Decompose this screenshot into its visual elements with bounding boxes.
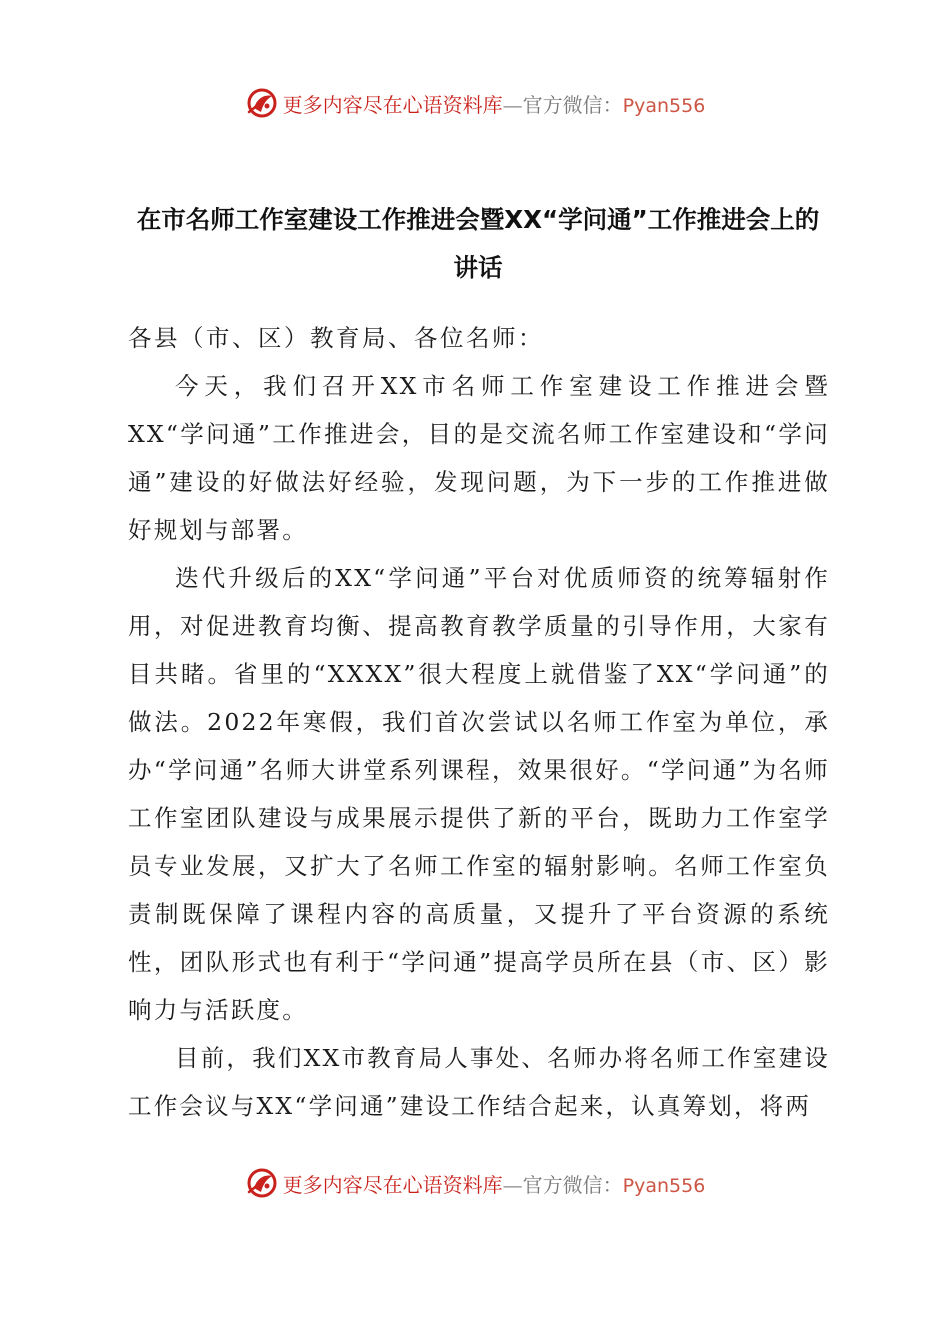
logo-icon (245, 86, 279, 120)
banner-official-label: 官方微信： (522, 1172, 623, 1197)
banner-wechat-id: Pyan556 (622, 1174, 706, 1197)
paragraph-2: 迭代升级后的XX“学问通”平台对优质师资的统筹辐射作用，对促进教育均衡、提高教育教学质量的引导作用，大家有目共睹。省里的“XXXX”很大程度上就借鉴了XX“学问通”的做法。2022年寒假，我们首次尝试以名师工作室为单位，承办“学问通”名师大讲堂系列课程，效果很好。“学问通”为名师工作室团队建设与成果展示提供了新的平台，既助力工作室学员专业发展，又扩大了名师工作室的辐射影响。名师工作室负责制既保障了课程内容的高质量，又提升了平台资源的系统性，团队形式也有利于“学问通”提高学员所在县（市、区）影响力与活跃度。 (128, 564, 830, 1024)
banner-main-text: 更多内容尽在心语资料库 (282, 92, 503, 117)
banner-wechat-id: Pyan556 (622, 94, 706, 117)
banner-official-label: 官方微信： (522, 92, 623, 117)
header-banner (0, 83, 950, 123)
footer-banner (0, 1163, 950, 1203)
salutation: 各县（市、区）教育局、各位名师： (128, 324, 544, 352)
banner-main-text: 更多内容尽在心语资料库 (282, 1172, 503, 1197)
paragraph-3: 目前，我们XX市教育局人事处、名师办将名师工作室建设工作会议与XX“学问通”建设工作结合起来，认真筹划，将两 (128, 1044, 830, 1120)
banner-text (283, 1169, 706, 1198)
banner-dash: — (502, 1172, 523, 1197)
banner-dash: — (502, 92, 523, 117)
banner-text (283, 89, 706, 118)
paragraph-1: 今天，我们召开XX市名师工作室建设工作推进会暨XX“学问通”工作推进会，目的是交流名师工作室建设和“学问通”建设的好做法好经验，发现问题，为下一步的工作推进做好规划与部署。 (128, 372, 830, 544)
logo-icon (245, 1166, 279, 1200)
document-body (128, 314, 830, 1130)
document-title: 在市名师工作室建设工作推进会暨XX“学问通”工作推进会上的讲话 (136, 205, 820, 282)
